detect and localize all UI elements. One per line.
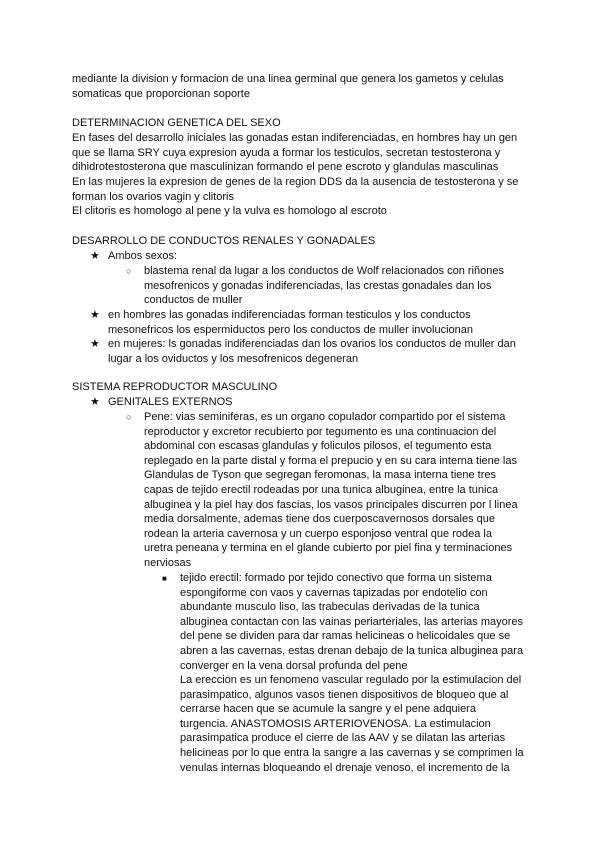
star-bullet-icon: ★ — [90, 338, 100, 350]
paragraph-hombres: En fases del desarrollo iniciales las gonadas estan indiferenciadas, en hombres hay un gen que se llama SRY cuya expresion ayuda a formar los testiculos, secretan testosterona y dihidrotestosterona que masculinizan formando el pene escroto y glandulas masculinas — [72, 132, 518, 174]
list-item-hombres: en hombres las gonadas indiferenciadas forman testiculos y los conductos mesonefricos los espermiductos pero los conductos de muller involucionan — [108, 309, 474, 336]
circle-bullet-icon: ○ — [126, 412, 132, 422]
intro-paragraph: mediante la division y formacion de una linea germinal que genera los gametos y celulas somaticas que proporcionan soporte — [72, 73, 504, 100]
list-item-blastema: blastema renal da lugar a los conductos de Wolf relacionados con riñones mesofrenicos y gonadas indiferenciadas, las crestas gonadales dan los conductos de muller — [144, 265, 504, 307]
list-item-ambos-sexos: Ambos sexos: — [108, 250, 178, 262]
list-item-genitales-externos: GENITALES EXTERNOS — [108, 396, 233, 408]
paragraph-ereccion: La ereccion es un fenomeno vascular regulado por la estimulacion del parasimpatico, algunos vasos tienen dispositivos de bloqueo que al cerrarse hacen que se acumule la sangre y el pene adquiera turgencia. ANASTOMOSIS ARTERIOVENOSA. La estimulacion parasimpatica produce el cierre de las AAV y se dilatan las arterias helicineas por lo que entra la sangre a las cavernas y se comprimen la venulas internas bloqueando el drenaje venoso, el incremento de la — [180, 674, 524, 774]
list-item-tejido-erectil: tejido erectil: formado por tejido conectivo que forma un sistema espongiforme con vaos y cavernas tapizadas por endotelio con abundante musculo liso, las trabeculas derivadas de la tunica albuginea contactan con las vainas periarteriales, las arterias mayores del pene se dividen para dar ramas helicineas o helicoidales que se abren a las cavernas, estas drenan debajo de la tunica albuginea para converger en la vena dorsal profunda del pene — [180, 572, 524, 672]
star-bullet-icon: ★ — [90, 396, 100, 408]
heading-determinacion: DETERMINACION GENETICA DEL SEXO — [72, 117, 281, 129]
paragraph-clitoris: El clitoris es homologo al pene y la vulva es homologo al escroto — [72, 205, 387, 217]
heading-sistema-reproductor: SISTEMA REPRODUCTOR MASCULINO — [72, 381, 278, 393]
heading-desarrollo: DESARROLLO DE CONDUCTOS RENALES Y GONADALES — [72, 235, 376, 247]
list-item-pene: Pene: vias seminiferas, es un organo copulador compartido por el sistema reproductor y excretor recubierto por tegumento es una continuacion del abdominal con escasas glandulas y foliculos pilosos, el tegumento esta replegado en la parte distal y forma el prepucio y en su cara interna tiene las Glandulas de Tyson que segregan feromonas, la masa interna tiene tres capas de tejido erectil rodeadas por una tunica albuginea, entre la tunica albuginea y la piel hay dos fascias, los vasos principales discurren por l linea media dorsalmente, ademas tiene dos cuerposcavernosos dorsales que rodean la arteria cavernosa y un cuerpo esponjoso ventral que rodea la uretra peneana y termina en el glande cubierto por piel fina y terminaciones nerviosas — [144, 411, 518, 569]
list-item-mujeres: en mujeres: ls gonadas indiferenciadas dan los ovarios los conductos de muller dan lugar a los oviductos y los mesofrenicos degeneran — [108, 338, 516, 365]
star-bullet-icon: ★ — [90, 309, 100, 321]
paragraph-mujeres: En las mujeres la expresion de genes de la region DDS da la ausencia de testosterona y se forman los ovarios vagin y clitoris — [72, 176, 519, 203]
square-bullet-icon: ■ — [162, 574, 167, 583]
circle-bullet-icon: ○ — [126, 266, 132, 276]
star-bullet-icon: ★ — [90, 250, 100, 262]
